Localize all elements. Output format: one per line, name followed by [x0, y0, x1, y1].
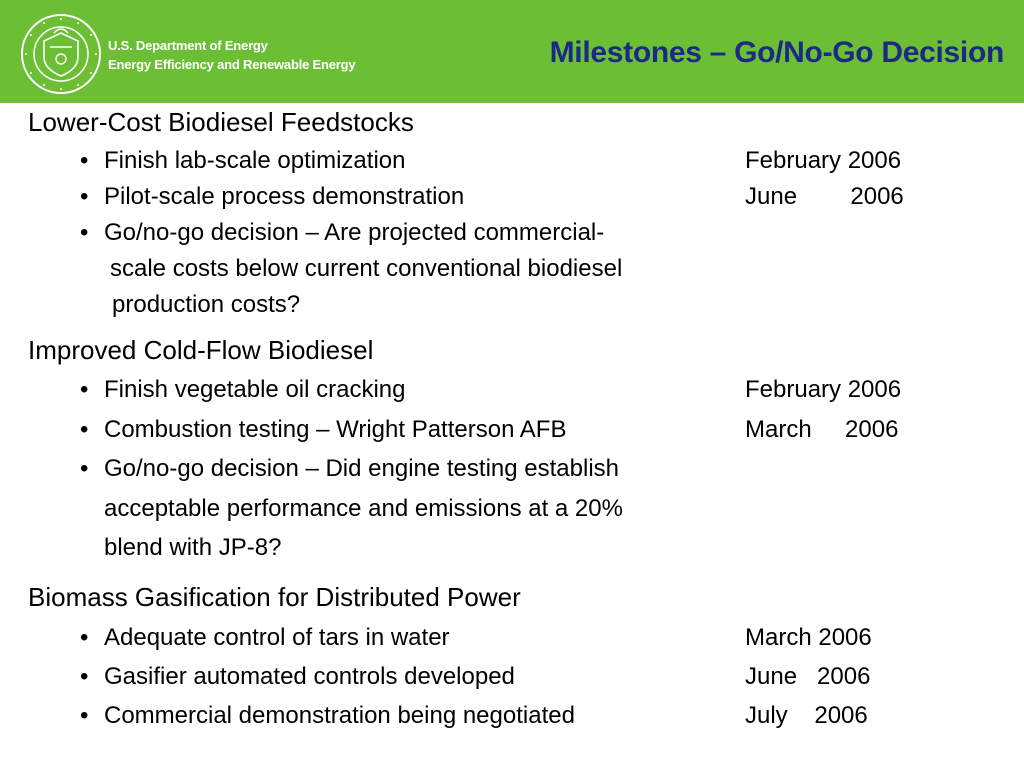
item-text-continued: acceptable performance and emissions at a 20% [104, 495, 623, 522]
bullet: • [80, 219, 89, 246]
slide-content [0, 103, 1024, 768]
item-text: Commercial demonstration being negotiated [104, 702, 575, 729]
bullet: • [80, 147, 89, 174]
item-text: Adequate control of tars in water [104, 624, 450, 651]
item-text: Finish lab-scale optimization [104, 147, 406, 174]
bullet: • [80, 702, 89, 729]
section-heading-biomass-gasification: Biomass Gasification for Distributed Power [28, 582, 521, 612]
agency-name [108, 36, 355, 74]
item-text: Go/no-go decision – Are projected commercial- [104, 219, 605, 246]
item-date: February 2006 [745, 147, 902, 174]
list-item [80, 663, 515, 691]
agency-line2: Energy Efficiency and Renewable Energy [108, 57, 356, 72]
bullet: • [80, 624, 89, 651]
bullet: • [80, 376, 89, 403]
item-date: July 2006 [745, 702, 868, 729]
item-text-continued: scale costs below current conventional biodiesel [110, 255, 623, 282]
list-item [80, 147, 405, 175]
list-item [80, 183, 464, 211]
section-heading-cold-flow-biodiesel: Improved Cold-Flow Biodiesel [28, 335, 374, 365]
item-date: March 2006 [745, 624, 872, 651]
list-item [80, 376, 406, 404]
list-item [80, 219, 604, 247]
item-text: Gasifier automated controls developed [104, 663, 515, 690]
bullet: • [80, 663, 89, 690]
item-text: Combustion testing – Wright Patterson AFB [104, 416, 567, 443]
item-date: June 2006 [745, 663, 871, 690]
item-date: March 2006 [745, 416, 899, 443]
bullet: • [80, 416, 89, 443]
item-date: June 2006 [745, 183, 904, 210]
list-item [80, 702, 575, 730]
list-item [80, 416, 566, 444]
item-text-continued: production costs? [112, 291, 301, 318]
item-text: Go/no-go decision – Did engine testing establish [104, 455, 619, 482]
item-text-continued: blend with JP-8? [104, 534, 282, 561]
bullet: • [80, 455, 89, 482]
doe-seal-logo [20, 13, 102, 95]
item-text: Pilot-scale process demonstration [104, 183, 465, 210]
list-item [80, 455, 619, 483]
bullet: • [80, 183, 89, 210]
agency-line1: U.S. Department of Energy [108, 38, 268, 53]
list-item [80, 624, 450, 652]
slide-title: Milestones – Go/No-Go Decision [549, 36, 1004, 69]
header-bar [0, 0, 1024, 103]
item-text: Finish vegetable oil cracking [104, 376, 406, 403]
section-heading-biodiesel-feedstocks: Lower-Cost Biodiesel Feedstocks [28, 107, 414, 137]
item-date: February 2006 [745, 376, 902, 403]
